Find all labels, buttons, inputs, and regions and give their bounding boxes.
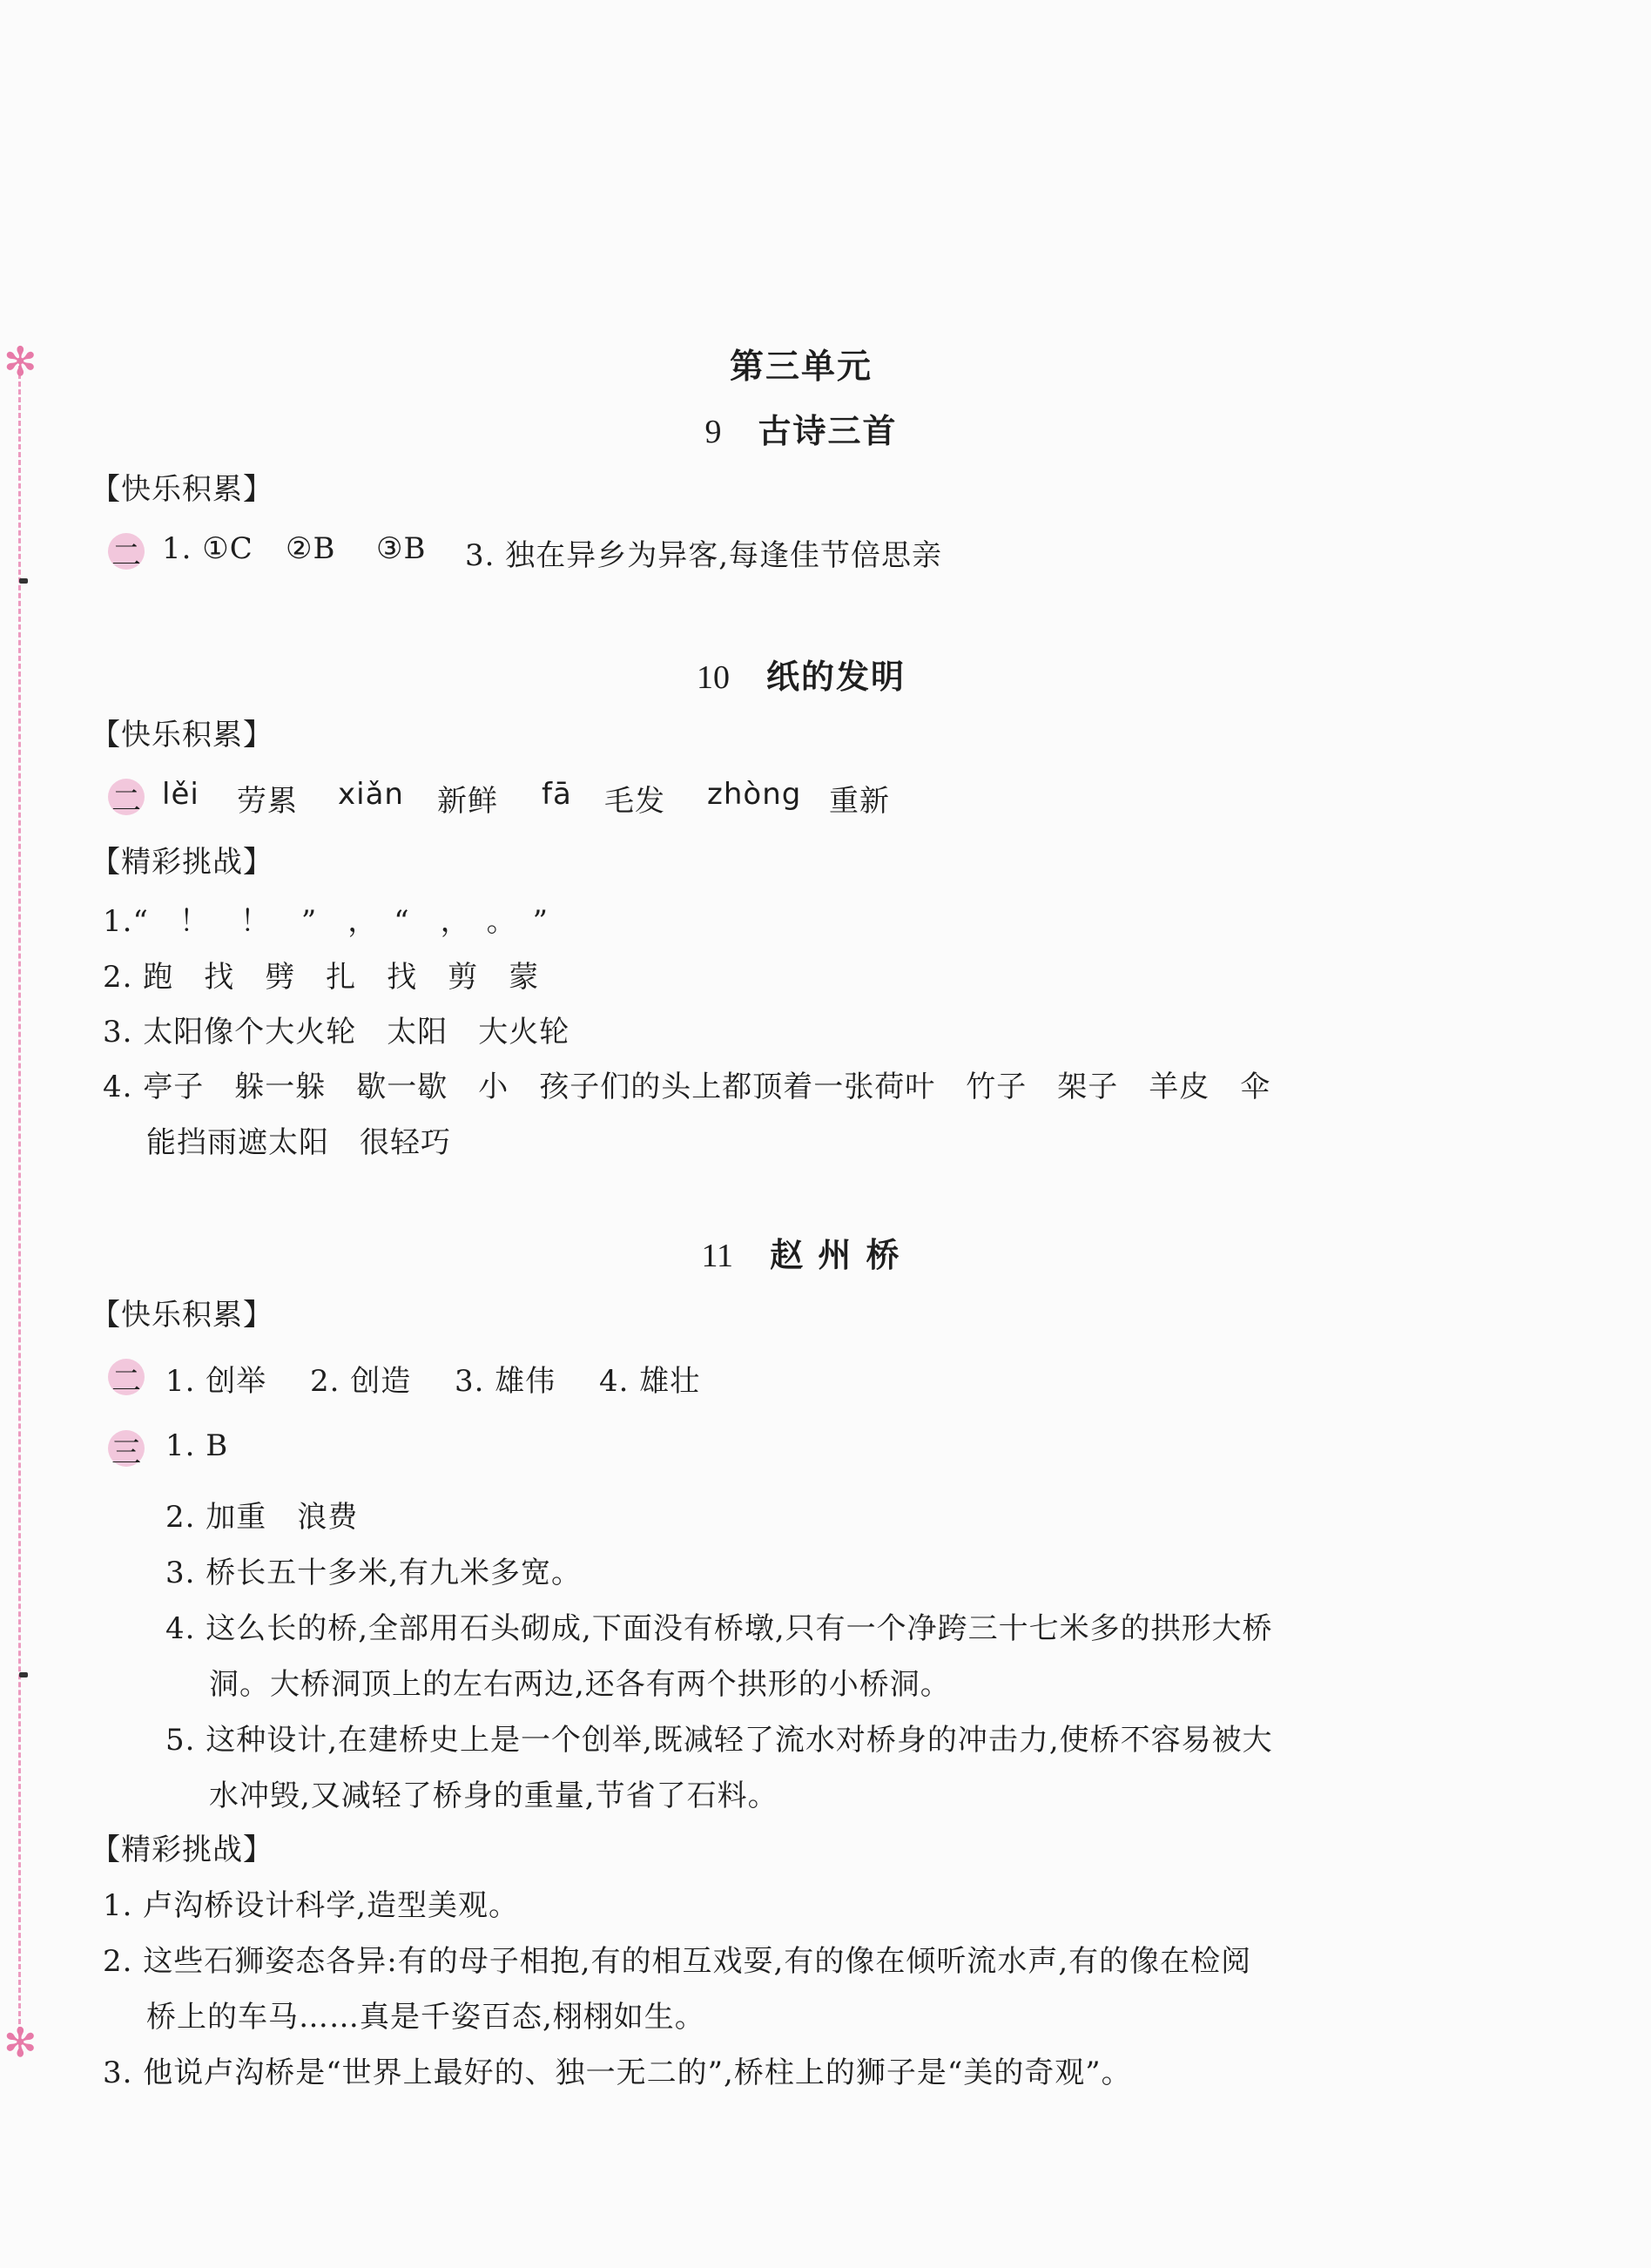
lesson-title <box>0 1228 1602 1276</box>
pinyin: zhòng <box>707 777 802 812</box>
answer-line: 1. 卢沟桥设计科学,造型美观。 <box>103 1888 520 1923</box>
answer-line: 2. 跑 找 劈 扎 找 剪 蒙 <box>103 960 540 995</box>
answer-line: 2. 加重 浪费 <box>165 1500 359 1535</box>
answer-line: 3. 他说卢沟桥是“世界上最好的、独一无二的”,桥柱上的狮子是“美的奇观”。 <box>103 2055 1132 2090</box>
answer-part: ③B <box>376 531 427 566</box>
answer-part: 3. 独在异乡为异客,每逢佳节倍思亲 <box>465 538 943 573</box>
section-label: 【快乐积累】 <box>91 472 273 507</box>
lesson-title <box>0 404 1602 452</box>
pinyin: lěi <box>162 777 199 812</box>
answer-part: 1. B <box>165 1428 229 1463</box>
answer-line-continued: 桥上的车马……真是千姿百态,栩栩如生。 <box>146 2000 705 2035</box>
word: 劳累 <box>237 784 298 819</box>
question-marker-label: 二 <box>111 784 142 819</box>
section-label: 【快乐积累】 <box>91 1298 273 1333</box>
answer-part: 2. 创造 <box>310 1364 412 1399</box>
lesson-title <box>0 650 1602 698</box>
question-marker-label: 二 <box>111 538 142 573</box>
answer-line: 1.“ ！ ！ ” ， “ ， 。 ” <box>103 904 549 939</box>
word: 新鲜 <box>437 784 498 819</box>
question-marker-label: 二 <box>111 1364 142 1399</box>
word: 重新 <box>829 784 890 819</box>
section-label: 【快乐积累】 <box>91 718 273 753</box>
binding-mark <box>19 1672 28 1677</box>
answer-line-continued: 能挡雨遮太阳 很轻巧 <box>146 1125 451 1160</box>
section-label: 【精彩挑战】 <box>91 845 273 880</box>
flower-ornament-icon: ✻ <box>3 2019 37 2066</box>
pinyin: xiǎn <box>338 777 404 812</box>
answer-line: 4. 亭子 躲一躲 歇一歇 小 孩子们的头上都顶着一张荷叶 竹子 架子 羊皮 伞 <box>103 1070 1271 1104</box>
pinyin: fā <box>542 777 572 812</box>
answer-line: 4. 这么长的桥,全部用石头砌成,下面没有桥墩,只有一个净跨三十七米多的拱形大桥 <box>165 1611 1273 1646</box>
answer-part: ②B <box>286 531 336 566</box>
word: 毛发 <box>604 784 665 819</box>
lesson-name: 赵 州 桥 <box>770 1236 901 1274</box>
section-label: 【精彩挑战】 <box>91 1833 273 1867</box>
lesson-number: 9 <box>704 414 722 450</box>
lesson-name: 古诗三首 <box>758 412 898 450</box>
answer-line: 2. 这些石狮姿态各异:有的母子相抱,有的相互戏耍,有的像在倾听流水声,有的像在检阅 <box>103 1944 1252 1979</box>
lesson-number: 10 <box>696 659 730 696</box>
question-marker-label: 三 <box>111 1435 142 1470</box>
unit-title: 第三单元 <box>729 348 873 387</box>
answer-part: 1. ①C <box>162 531 253 566</box>
lesson-number: 11 <box>701 1238 734 1274</box>
flower-ornament-icon: ✻ <box>3 338 37 385</box>
binding-mark <box>19 578 28 584</box>
answer-part: 1. 创举 <box>165 1364 267 1399</box>
answer-line-continued: 水冲毁,又减轻了桥身的重量,节省了石料。 <box>209 1779 778 1813</box>
lesson-name: 纸的发明 <box>765 658 906 696</box>
answer-part: 3. 雄伟 <box>455 1364 556 1399</box>
answer-line: 3. 桥长五十多米,有九米多宽。 <box>165 1556 583 1590</box>
answer-line: 5. 这种设计,在建桥史上是一个创举,既减轻了流水对桥身的冲击力,使桥不容易被大 <box>165 1723 1273 1758</box>
answer-line-continued: 洞。大桥洞顶上的左右两边,还各有两个拱形的小桥洞。 <box>209 1667 951 1702</box>
binding-dashed-line <box>18 366 21 2055</box>
answer-line: 3. 太阳像个大火轮 太阳 大火轮 <box>103 1015 570 1050</box>
answer-part: 4. 雄壮 <box>599 1364 701 1399</box>
